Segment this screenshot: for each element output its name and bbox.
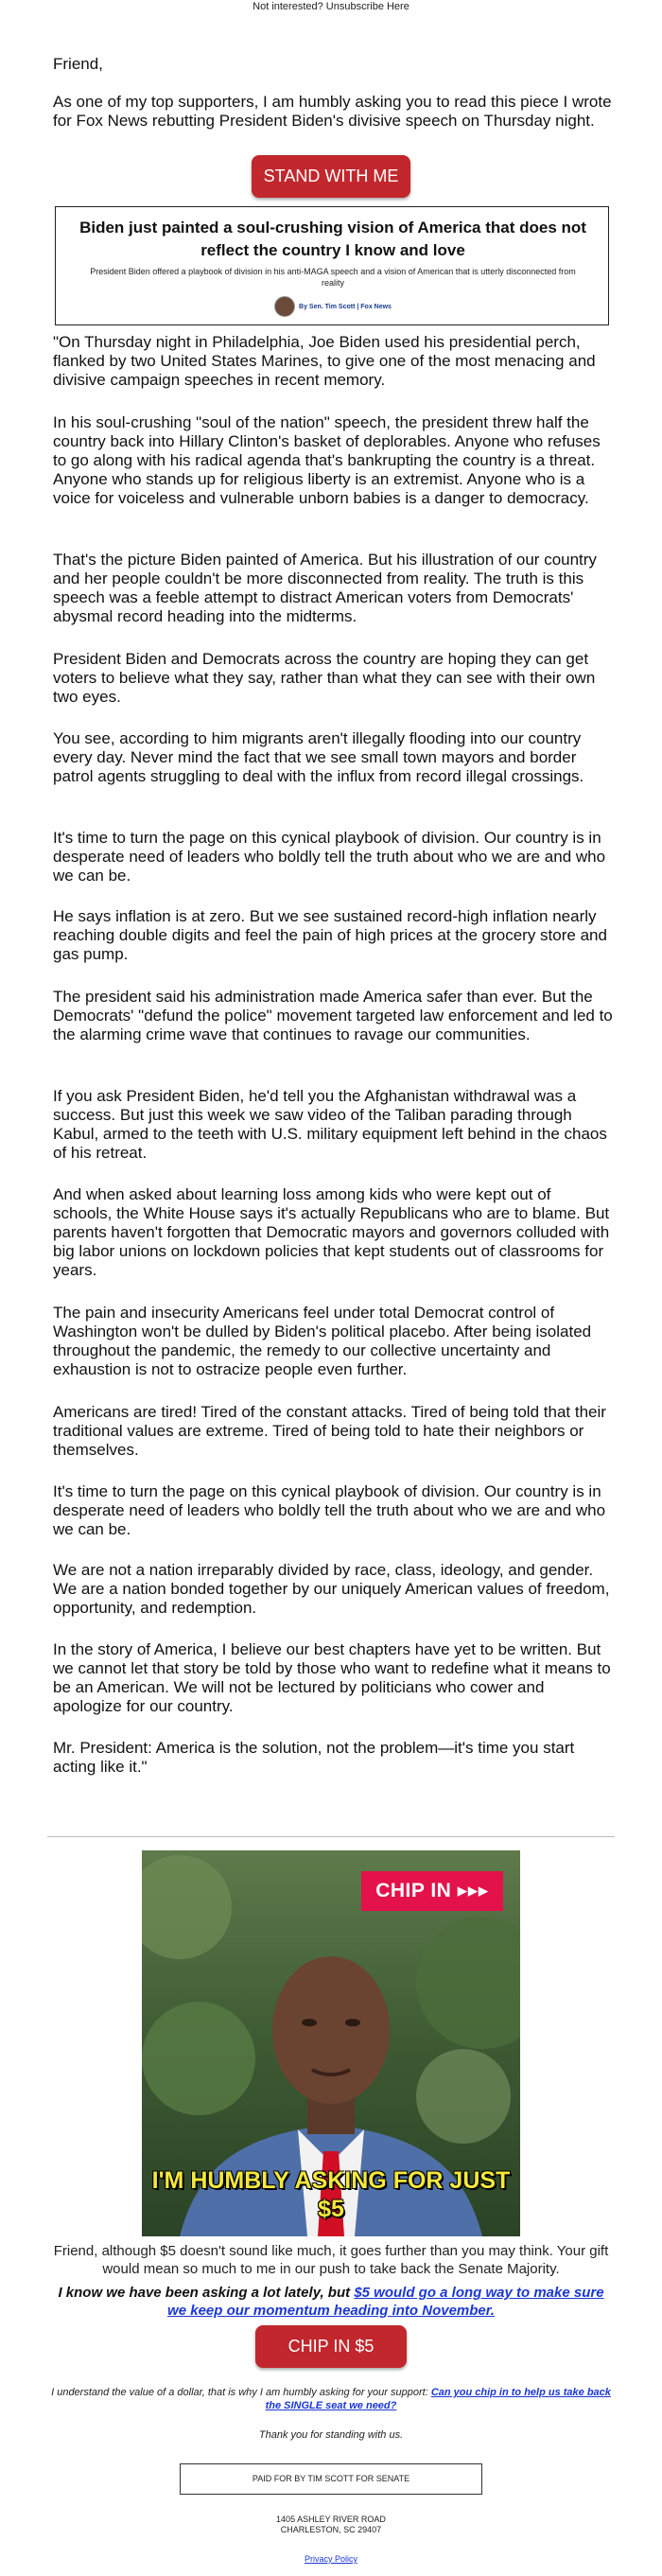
- letter-paragraph: The president said his administration made America safer than ever. But the Democrats' "defund the police" movement targeted law enforcement and led to the alarming crime wave that continues to ravage our communities.: [53, 988, 613, 1043]
- letter-paragraph: The pain and insecurity Americans feel under total Democrat control of Washington won't be dulled by Biden's political placebo. After being isolated throughout the pandemic, the remedy to our collective uncertainty and exhaustion is not to ostracize people even further.: [53, 1304, 592, 1378]
- article-byline: By Sen. Tim Scott | Fox News: [56, 296, 610, 317]
- letter-paragraph: "On Thursday night in Philadelphia, Joe Biden used his presidential perch, flanked by two United States Marines, to give one of the most menacing and divisive campaign speeches in recent memory.: [53, 333, 596, 389]
- letter-paragraph: Mr. President: America is the solution, not the problem—it's time you start acting like it.": [53, 1739, 575, 1776]
- letter-paragraph: President Biden and Democrats across the country are hoping they can get voters to believe what they say, rather than what they can see with their own two eyes.: [53, 650, 596, 706]
- thanks-text: Thank you for standing with us.: [258, 2429, 404, 2441]
- letter-paragraph: Americans are tired! Tired of the constant attacks. Tired of being told that their traditional values are extreme. Tired of being told to hate their neighbors or themselves.: [53, 1403, 606, 1459]
- momentum-line: I know we have been asking a lot lately, but $5 would go a long way to make sure we keep our momentum heading into November.: [58, 2285, 604, 2319]
- paid-for-disclaimer: PAID FOR BY TIM SCOTT FOR SENATE: [180, 2463, 482, 2495]
- intro-paragraph: As one of my top supporters, I am humbly asking you to read this piece I wrote for Fox News rebutting President Biden's divisive speech on Thursday night.: [53, 93, 612, 130]
- chip-in-tag[interactable]: CHIP IN ▸▸▸: [361, 1871, 503, 1911]
- dollar-line: I understand the value of a dollar, that is why I am humbly asking for your support: Can you chip in to help us take back the SINGLE seat we need?: [51, 2387, 611, 2411]
- stand-with-me-button[interactable]: STAND WITH ME: [252, 155, 410, 198]
- letter-paragraph: It's time to turn the page on this cynical playbook of division. Our country is in desperate need of leaders who boldly tell the truth about who we are and who we can be.: [53, 1482, 606, 1538]
- article-headline[interactable]: Biden just painted a soul-crushing vision of America that does not reflect the country I know and love: [79, 219, 586, 259]
- unsubscribe-link[interactable]: Not interested? Unsubscribe Here: [253, 1, 409, 12]
- article-subhead: President Biden offered a playbook of division in his anti-MAGA speech and a vision of American that is utterly disconnected from reality: [90, 267, 576, 288]
- letter-paragraph: And when asked about learning loss among kids who were kept out of schools, the White House says it's actually Republicans who are to blame. But parents haven't forgotten that Democratic mayors and governors colluded with big labor unions on lockdown policies that kept students out of classrooms for years.: [53, 1185, 610, 1279]
- privacy-policy-link[interactable]: Privacy Policy: [304, 2554, 357, 2564]
- chip-in-promo-image[interactable]: [142, 1850, 520, 2236]
- greeting: Friend,: [53, 55, 103, 73]
- article-card[interactable]: [55, 206, 609, 325]
- momentum-link[interactable]: $5 would go a long way to make sure we keep our momentum heading into November.: [167, 2285, 604, 2319]
- chip-in-link[interactable]: Can you chip in to help us take back the SINGLE seat we need?: [265, 2387, 611, 2411]
- letter-paragraph: In his soul-crushing "soul of the nation" speech, the president threw half the country back into Hillary Clinton's basket of deplorables. Anyone who refuses to go along with his radical agenda that's bankrupting the country is a threat. Anyone who stands up for religious liberty is an extremist. Anyone who is a voice for voiceless and vulnerable unborn babies is a danger to democracy.: [53, 413, 601, 507]
- promo-caption: I'M HUMBLY ASKING FOR JUST $5: [151, 2167, 511, 2222]
- letter-paragraph: It's time to turn the page on this cynical playbook of division. Our country is in desperate need of leaders who boldly tell the truth about who we are and who we can be.: [53, 829, 606, 885]
- letter-paragraph: If you ask President Biden, he'd tell you the Afghanistan withdrawal was a success. But just this week we saw video of the Taliban parading through Kabul, armed to the teeth with U.S. military equipment left behind in the chaos of his retreat.: [53, 1087, 607, 1162]
- mailing-address: 1405 ASHLEY RIVER ROAD CHARLESTON, SC 29407: [276, 2515, 386, 2534]
- author-avatar: [274, 296, 295, 317]
- letter-paragraph: He says inflation is at zero. But we see sustained record-high inflation nearly reaching double digits and feel the pain of high prices at the grocery store and gas pump.: [53, 907, 607, 963]
- chip-in-5-button[interactable]: CHIP IN $5: [255, 2325, 407, 2368]
- letter-paragraph: We are not a nation irreparably divided by race, class, ideology, and gender. We are a nation bonded together by our uniquely American values of freedom, opportunity, and redemption.: [53, 1561, 610, 1617]
- letter-paragraph: That's the picture Biden painted of America. But his illustration of our country and her people couldn't be more disconnected from reality. The truth is this speech was a feeble attempt to distract American voters from Democrats' abysmal record heading into the midterms.: [53, 551, 597, 625]
- appeal-text: Friend, although $5 doesn't sound like much, it goes further than you may think. Your gift would mean so much to me in our push to take back the Senate Majority.: [53, 2243, 609, 2277]
- letter-paragraph: You see, according to him migrants aren't illegally flooding into our country every day. Never mind the fact that we see small town mayors and border patrol agents struggling to deal with the influx from record illegal crossings.: [53, 729, 584, 785]
- section-divider: [47, 1836, 615, 1837]
- letter-paragraph: In the story of America, I believe our best chapters have yet to be written. But we cannot let that story be told by those who want to redefine what it means to be an American. We will not be lectured by politicians who cower and apologize for our country.: [53, 1640, 611, 1715]
